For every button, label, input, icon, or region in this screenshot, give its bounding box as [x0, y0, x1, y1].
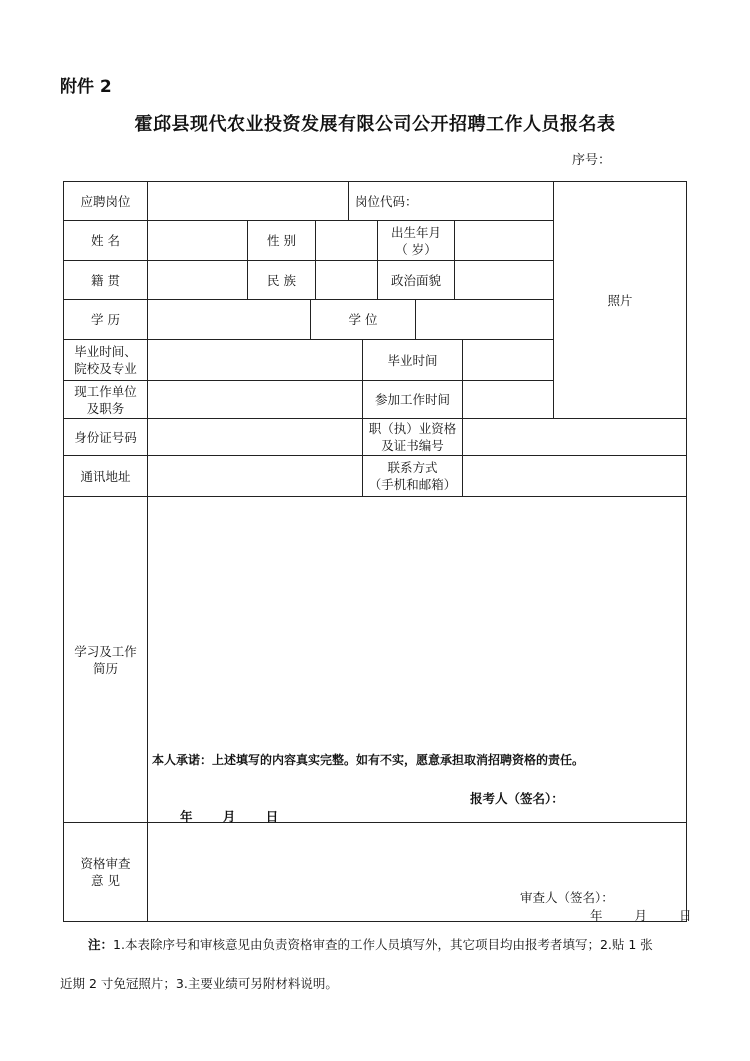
- position-field[interactable]: [148, 182, 348, 220]
- degree-label: 学 位: [348, 312, 378, 327]
- native-place-field[interactable]: [148, 261, 247, 299]
- form-title: 霍邱县现代农业投资发展有限公司公开招聘工作人员报名表: [134, 114, 616, 135]
- id-number-field[interactable]: [148, 419, 362, 455]
- degree-field[interactable]: [416, 300, 553, 339]
- resume-label: 学习及工作 简历: [74, 643, 137, 676]
- position-label: 应聘岗位: [80, 193, 131, 209]
- resume-field[interactable]: [148, 497, 686, 747]
- work-start-time-field[interactable]: [463, 381, 553, 418]
- current-employer-field[interactable]: [148, 381, 362, 418]
- work-start-time-label: 参加工作时间: [374, 392, 450, 407]
- graduation-time-field[interactable]: [463, 340, 553, 380]
- birth-field[interactable]: [455, 221, 553, 260]
- review-label: 资格审查 意 见: [80, 856, 131, 888]
- gender-field[interactable]: [316, 221, 377, 260]
- name-label: 姓 名: [91, 233, 120, 248]
- attachment-label: 附件 2: [60, 77, 112, 97]
- birth-label: 出生年月 （ 岁）: [390, 224, 441, 257]
- current-employer-label: 现工作单位 及职务: [74, 383, 137, 416]
- position-code-label: 岗位代码：: [355, 193, 418, 209]
- applicant-promise: 本人承诺：上述填写的内容真实完整。如有不实，愿意承担取消招聘资格的责任。: [152, 753, 585, 767]
- graduation-school-label: 毕业时间、 院校及专业: [74, 344, 137, 376]
- political-status-label: 政治面貌: [390, 272, 441, 288]
- qualification-label: 职（执）业资格 及证书编号: [368, 421, 457, 453]
- address-field[interactable]: [148, 456, 362, 496]
- graduation-school-field[interactable]: [148, 340, 362, 380]
- note-text-1: 1.本表除序号和审核意见由负责资格审查的工作人员填写外，其它项目均由报考者填写；2.贴 1 张: [113, 937, 653, 952]
- applicant-date: 年 月 日: [180, 809, 279, 824]
- qualification-field[interactable]: [463, 419, 686, 455]
- review-field[interactable]: [148, 823, 686, 883]
- graduation-time-label: 毕业时间: [387, 352, 438, 368]
- contact-field[interactable]: [463, 456, 686, 496]
- note-label: 注：: [88, 937, 114, 952]
- gender-label: 性 别: [267, 233, 296, 248]
- serial-number-label: 序号：: [572, 153, 612, 168]
- education-field[interactable]: [148, 300, 310, 339]
- ethnicity-label: 民 族: [267, 272, 296, 288]
- id-number-label: 身份证号码: [74, 429, 137, 445]
- address-label: 通讯地址: [80, 468, 131, 484]
- education-label: 学 历: [91, 312, 120, 327]
- political-status-field[interactable]: [455, 261, 553, 299]
- ethnicity-field[interactable]: [316, 261, 377, 299]
- reviewer-signature-label: 审查人（签名）：: [520, 890, 614, 905]
- contact-label: 联系方式 （手机和邮箱）: [368, 460, 457, 492]
- applicant-signature-label: 报考人（签名）：: [470, 791, 564, 806]
- note-line-2: 近期 2 寸免冠照片；3.主要业绩可另附材料说明。: [60, 976, 338, 991]
- native-place-label: 籍 贯: [91, 272, 120, 288]
- reviewer-date: 年 月 日: [590, 908, 692, 923]
- note-line-1: [88, 935, 653, 953]
- name-field[interactable]: [148, 221, 247, 260]
- photo-box: 照片: [607, 292, 633, 308]
